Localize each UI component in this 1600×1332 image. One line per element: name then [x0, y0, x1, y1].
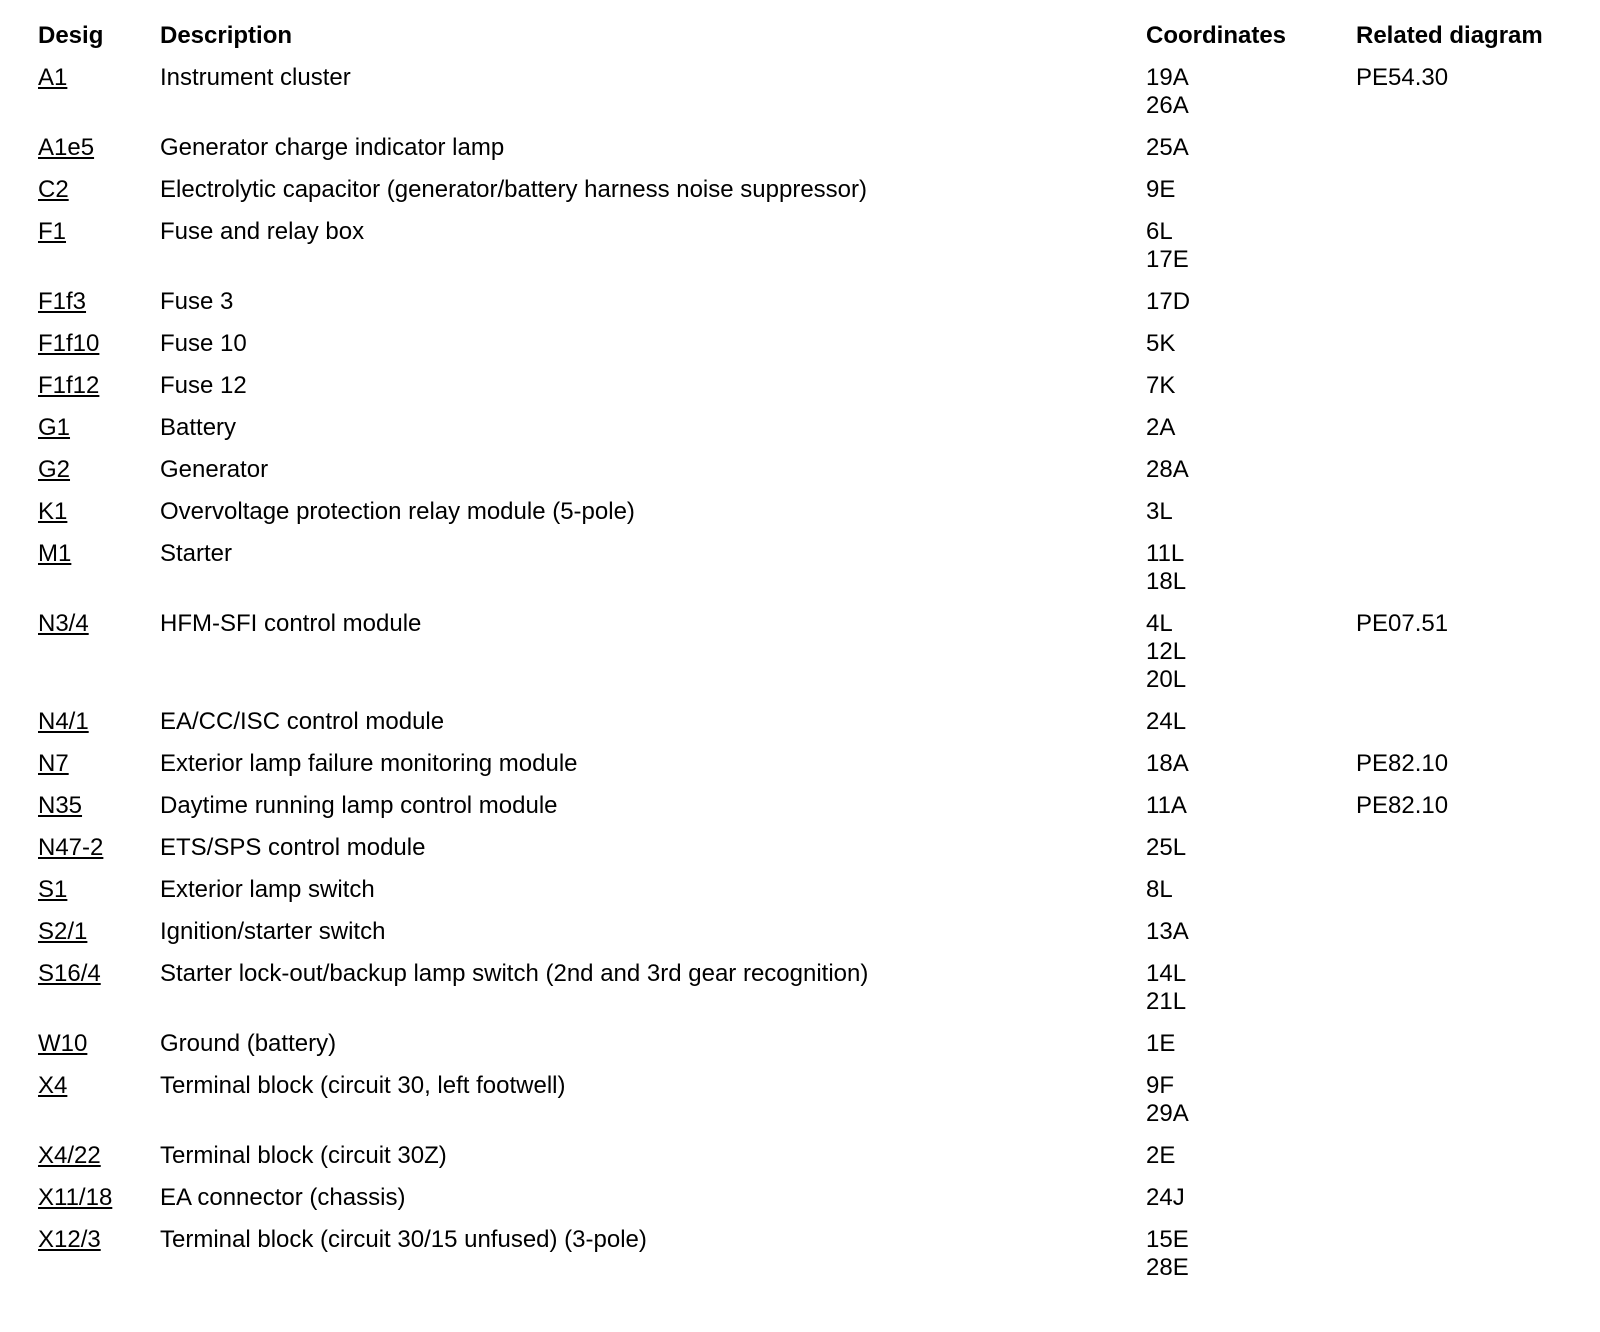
coordinate-value: 3L [1146, 498, 1173, 525]
desig-cell [38, 288, 160, 316]
desig-cell [38, 540, 160, 568]
description-cell: Generator charge indicator lamp [160, 134, 505, 161]
designation-link[interactable]: N7 [38, 750, 69, 777]
coordinate-value: 15E [1146, 1226, 1189, 1253]
desig-cell [38, 456, 160, 484]
description-cell: Ground (battery) [160, 1030, 337, 1057]
desig-cell [38, 372, 160, 400]
coordinate-value: 7K [1146, 372, 1176, 399]
desig-cell [38, 876, 160, 904]
designation-link[interactable]: M1 [38, 540, 72, 567]
desig-cell [38, 218, 160, 246]
table-row [38, 176, 1578, 204]
table-row [38, 876, 1578, 904]
desig-cell [38, 708, 160, 736]
coordinate-value: 11A [1146, 792, 1187, 819]
coordinate-value: 19A [1146, 64, 1189, 91]
designation-link[interactable]: N4/1 [38, 708, 89, 735]
table-row [38, 1030, 1578, 1058]
desig-cell [38, 834, 160, 862]
desig-cell [38, 330, 160, 358]
coordinates-cell [1146, 1072, 1356, 1128]
designation-link[interactable]: F1f10 [38, 330, 100, 357]
designation-link[interactable]: A1e5 [38, 134, 95, 161]
component-legend-table [38, 22, 1578, 1296]
coordinates-cell [1146, 1030, 1356, 1058]
description-cell: Overvoltage protection relay module (5-pole) [160, 498, 635, 525]
description-cell: Fuse 10 [160, 330, 247, 357]
table-row [38, 218, 1578, 274]
description-cell: EA connector (chassis) [160, 1184, 406, 1211]
coordinates-cell [1146, 414, 1356, 442]
coordinate-value: 25L [1146, 834, 1187, 861]
header-description: Description [160, 22, 293, 49]
desig-cell [38, 960, 160, 988]
designation-link[interactable]: X12/3 [38, 1226, 101, 1253]
header-related-diagram: Related diagram [1356, 22, 1543, 49]
coordinate-value: 2A [1146, 414, 1176, 441]
coordinates-cell [1146, 218, 1356, 274]
coordinate-value: 17E [1146, 246, 1189, 273]
description-cell: Daytime running lamp control module [160, 792, 558, 819]
coordinate-value: 28E [1146, 1254, 1189, 1281]
designation-link[interactable]: S2/1 [38, 918, 88, 945]
desig-cell [38, 1226, 160, 1254]
coordinates-cell [1146, 918, 1356, 946]
description-cell: Terminal block (circuit 30, left footwell) [160, 1072, 566, 1099]
description-cell: Generator [160, 456, 269, 483]
header-desig: Desig [38, 22, 104, 49]
coordinates-cell [1146, 372, 1356, 400]
table-header [38, 22, 1578, 50]
coordinate-value: 2E [1146, 1142, 1176, 1169]
designation-link[interactable]: G2 [38, 456, 71, 483]
description-cell: Fuse 12 [160, 372, 247, 399]
designation-link[interactable]: F1f3 [38, 288, 87, 315]
coordinate-value: 9E [1146, 176, 1176, 203]
table-row [38, 540, 1578, 596]
designation-link[interactable]: N3/4 [38, 610, 89, 637]
coordinate-value: 11L [1146, 540, 1185, 567]
designation-link[interactable]: X11/18 [38, 1184, 113, 1211]
designation-link[interactable]: K1 [38, 498, 68, 525]
desig-cell [38, 610, 160, 638]
table-row [38, 1184, 1578, 1212]
desig-cell [38, 414, 160, 442]
description-cell: Battery [160, 414, 237, 441]
coordinates-cell [1146, 176, 1356, 204]
description-cell: Exterior lamp switch [160, 876, 375, 903]
designation-link[interactable]: N47-2 [38, 834, 104, 861]
designation-link[interactable]: X4/22 [38, 1142, 101, 1169]
table-row [38, 1142, 1578, 1170]
desig-cell [38, 176, 160, 204]
table-row [38, 610, 1578, 694]
desig-cell [38, 1030, 160, 1058]
description-cell: Instrument cluster [160, 64, 351, 91]
description-cell: Starter [160, 540, 233, 567]
table-row [38, 330, 1578, 358]
designation-link[interactable]: F1f12 [38, 372, 100, 399]
related-diagram-cell: PE07.51 [1356, 610, 1449, 637]
coordinate-value: 1E [1146, 1030, 1176, 1057]
coordinate-value: 18L [1146, 568, 1187, 595]
designation-link[interactable]: G1 [38, 414, 71, 441]
coordinate-value: 28A [1146, 456, 1189, 483]
table-row [38, 134, 1578, 162]
coordinate-value: 25A [1146, 134, 1189, 161]
coordinate-value: 12L [1146, 638, 1187, 665]
coordinates-cell [1146, 288, 1356, 316]
description-cell: HFM-SFI control module [160, 610, 422, 637]
description-cell: Fuse and relay box [160, 218, 365, 245]
description-cell: Electrolytic capacitor (generator/battery harness noise suppressor) [160, 176, 867, 203]
table-row [38, 414, 1578, 442]
header-coordinates: Coordinates [1146, 22, 1287, 49]
designation-link[interactable]: X4 [38, 1072, 68, 1099]
coordinates-cell [1146, 960, 1356, 1016]
coordinates-cell [1146, 498, 1356, 526]
table-row [38, 1072, 1578, 1128]
table-row [38, 834, 1578, 862]
coordinate-value: 5K [1146, 330, 1176, 357]
related-diagram-cell: PE82.10 [1356, 792, 1449, 819]
coordinate-value: 17D [1146, 288, 1191, 315]
coordinates-cell [1146, 792, 1356, 820]
coordinate-value: 24J [1146, 1184, 1185, 1211]
description-cell: Terminal block (circuit 30/15 unfused) (3-pole) [160, 1226, 647, 1253]
coordinate-value: 14L [1146, 960, 1187, 987]
description-cell: Fuse 3 [160, 288, 234, 315]
desig-cell [38, 1072, 160, 1100]
coordinate-value: 13A [1146, 918, 1189, 945]
desig-cell [38, 134, 160, 162]
coordinates-cell [1146, 834, 1356, 862]
desig-cell [38, 1184, 160, 1212]
coordinates-cell [1146, 708, 1356, 736]
coordinates-cell [1146, 750, 1356, 778]
desig-cell [38, 64, 160, 92]
coordinate-value: 4L [1146, 610, 1173, 637]
coordinate-value: 20L [1146, 666, 1187, 693]
coordinate-value: 26A [1146, 92, 1189, 119]
coordinate-value: 8L [1146, 876, 1173, 903]
desig-cell [38, 918, 160, 946]
desig-cell [38, 1142, 160, 1170]
coordinate-value: 24L [1146, 708, 1187, 735]
description-cell: ETS/SPS control module [160, 834, 426, 861]
coordinates-cell [1146, 610, 1356, 694]
description-cell: Starter lock-out/backup lamp switch (2nd and 3rd gear recognition) [160, 960, 869, 987]
desig-cell [38, 498, 160, 526]
table-row [38, 456, 1578, 484]
related-diagram-cell: PE54.30 [1356, 64, 1449, 91]
designation-link[interactable]: N35 [38, 792, 83, 819]
table-body [38, 64, 1578, 1282]
coordinate-value: 21L [1146, 988, 1187, 1015]
coordinates-cell [1146, 540, 1356, 596]
coordinates-cell [1146, 876, 1356, 904]
desig-cell [38, 792, 160, 820]
designation-link[interactable]: F1 [38, 218, 67, 245]
designation-link[interactable]: S1 [38, 876, 68, 903]
description-cell: Exterior lamp failure monitoring module [160, 750, 578, 777]
table-row [38, 750, 1578, 778]
table-row [38, 792, 1578, 820]
coordinates-cell [1146, 1142, 1356, 1170]
description-cell: Ignition/starter switch [160, 918, 386, 945]
coordinate-value: 6L [1146, 218, 1173, 245]
related-diagram-cell: PE82.10 [1356, 750, 1449, 777]
coordinates-cell [1146, 456, 1356, 484]
table-row [38, 918, 1578, 946]
coordinate-value: 29A [1146, 1100, 1189, 1127]
coordinate-value: 9F [1146, 1072, 1175, 1099]
designation-link[interactable]: W10 [38, 1030, 88, 1057]
table-row [38, 960, 1578, 1016]
designation-link[interactable]: C2 [38, 176, 69, 203]
designation-link[interactable]: S16/4 [38, 960, 101, 987]
desig-cell [38, 750, 160, 778]
description-cell: Terminal block (circuit 30Z) [160, 1142, 447, 1169]
table-row [38, 498, 1578, 526]
designation-link[interactable]: A1 [38, 64, 68, 91]
coordinates-cell [1146, 1184, 1356, 1212]
coordinate-value: 18A [1146, 750, 1189, 777]
coordinates-cell [1146, 1226, 1356, 1282]
table-row [38, 288, 1578, 316]
coordinates-cell [1146, 134, 1356, 162]
description-cell: EA/CC/ISC control module [160, 708, 445, 735]
table-row [38, 708, 1578, 736]
table-row [38, 372, 1578, 400]
table-row [38, 1226, 1578, 1282]
table-row [38, 64, 1578, 120]
coordinates-cell [1146, 330, 1356, 358]
coordinates-cell [1146, 64, 1356, 120]
